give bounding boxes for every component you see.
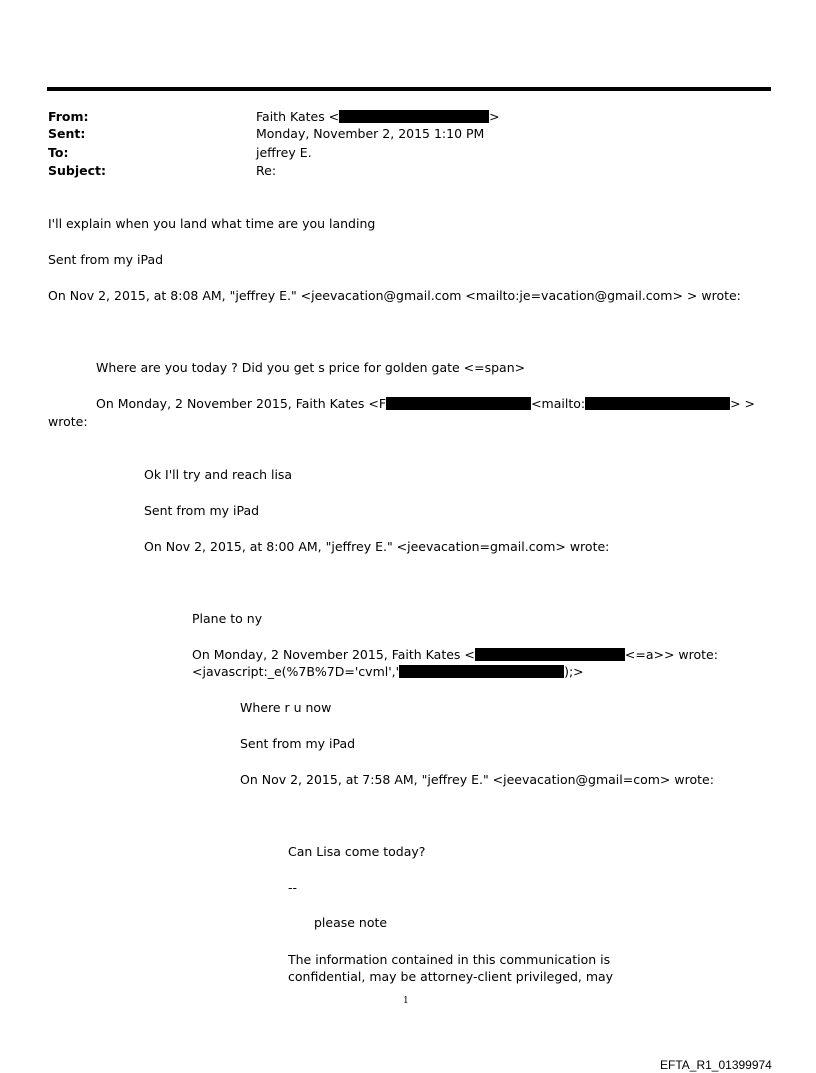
redaction-box xyxy=(386,397,531,410)
disclaimer-heading: please note xyxy=(314,915,388,930)
signature-line: Sent from my iPad xyxy=(240,736,356,751)
body-line: Where are you today ? Did you get s price for golden gate <=span> xyxy=(96,360,526,375)
header-rule xyxy=(47,87,771,91)
body-line: Ok I'll try and reach lisa xyxy=(144,467,293,482)
quote-header: On Monday, 2 November 2015, Faith Kates <F <mailto: > > xyxy=(96,396,756,411)
disclaimer-line: The information contained in this communication is xyxy=(288,952,611,967)
body-line: I'll explain when you land what time are you landing xyxy=(48,216,376,231)
signature-line: Sent from my iPad xyxy=(144,503,260,518)
redaction-box xyxy=(475,648,625,661)
from-value xyxy=(256,109,500,125)
to-value: jeffrey E. xyxy=(256,145,312,160)
from-close: > xyxy=(489,109,500,124)
redaction-box xyxy=(585,397,730,410)
from-label: From: xyxy=(48,109,89,124)
quote-header-wrap: wrote: xyxy=(48,414,88,429)
quote-header: On Monday, 2 November 2015, Faith Kates < <=a>> wrote: xyxy=(192,647,718,662)
body-line: Plane to ny xyxy=(192,611,263,626)
body-line: Can Lisa come today? xyxy=(288,844,426,859)
subject-value: Re: xyxy=(256,163,277,178)
sent-label: Sent: xyxy=(48,126,86,141)
redaction-box xyxy=(339,110,489,123)
quote-header-wrap: <javascript:_e(%7B%7D='cvml',' );> xyxy=(192,664,584,679)
signature-line: Sent from my iPad xyxy=(48,252,164,267)
quote-header: On Nov 2, 2015, at 8:08 AM, "jeffrey E." <jeevacation@gmail.com <mailto:je=vacation@gmail.com> > wrote: xyxy=(48,288,741,303)
sent-value: Monday, November 2, 2015 1:10 PM xyxy=(256,126,485,141)
from-name: Faith Kates < xyxy=(256,109,340,124)
quote-header: On Nov 2, 2015, at 8:00 AM, "jeffrey E." <jeevacation=gmail.com> wrote: xyxy=(144,539,610,554)
signature-separator: -- xyxy=(288,880,298,895)
subject-label: Subject: xyxy=(48,163,106,178)
to-label: To: xyxy=(48,145,69,160)
body-line: Where r u now xyxy=(240,700,332,715)
document-id: EFTA_R1_01399974 xyxy=(660,1058,772,1072)
page-number: 1 xyxy=(403,996,409,1006)
quote-header: On Nov 2, 2015, at 7:58 AM, "jeffrey E." <jeevacation@gmail=com> wrote: xyxy=(240,772,714,787)
disclaimer-line: confidential, may be attorney-client privileged, may xyxy=(288,969,614,984)
redaction-box xyxy=(399,665,564,678)
